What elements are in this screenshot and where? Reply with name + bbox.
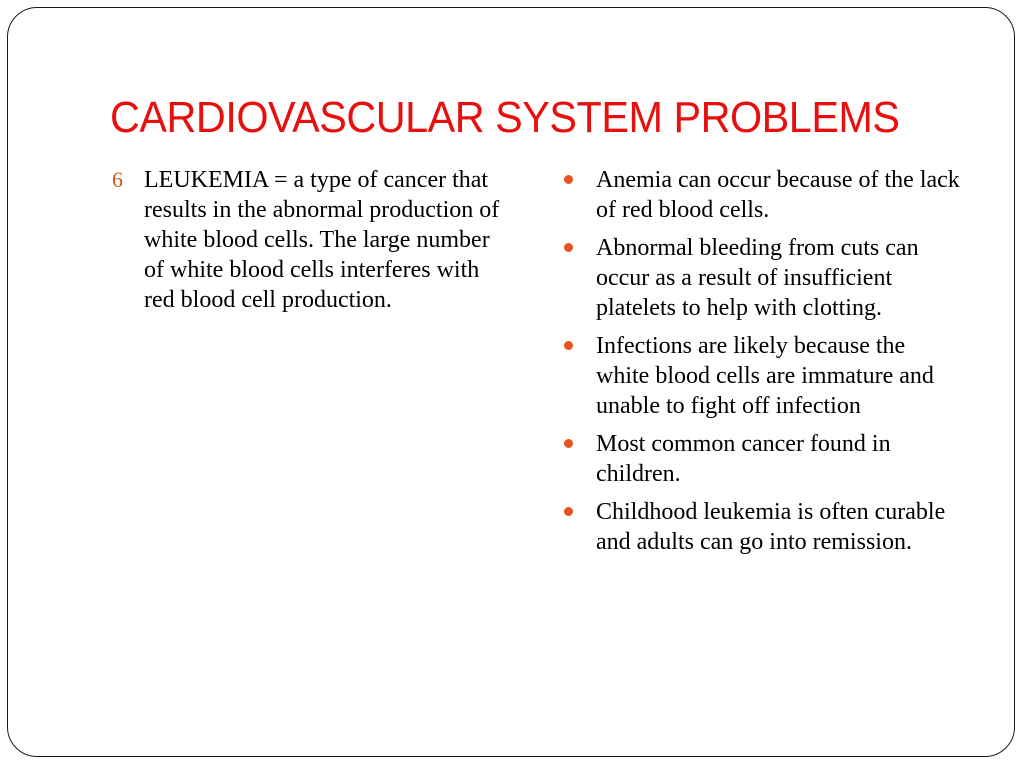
- slide-title: CARDIOVASCULAR SYSTEM PROBLEMS: [110, 93, 900, 142]
- bullet-text: Infections are likely because the white blood cells are immature and unable to fight off infection: [596, 333, 934, 419]
- bullet-dot-icon: [564, 439, 573, 448]
- right-content-column: [564, 165, 964, 565]
- bullet-item-bleeding: [564, 233, 964, 323]
- bullet-dot-icon: [564, 341, 573, 350]
- list-number-marker: 6: [112, 167, 123, 192]
- bullet-item-children: [564, 429, 964, 489]
- left-content-column: [112, 165, 512, 323]
- bullet-text: Abnormal bleeding from cuts can occur as a result of insufficient platelets to help with clotting.: [596, 235, 919, 321]
- bullet-dot-icon: [564, 175, 573, 184]
- bullet-text: Anemia can occur because of the lack of red blood cells.: [596, 167, 960, 223]
- bullet-text: Most common cancer found in children.: [596, 431, 891, 487]
- bullet-item-infections: [564, 331, 964, 421]
- list-item-leukemia: [112, 165, 512, 315]
- bullet-text: Childhood leukemia is often curable and adults can go into remission.: [596, 499, 946, 555]
- bullet-dot-icon: [564, 243, 573, 252]
- bullet-item-anemia: [564, 165, 964, 225]
- leukemia-definition-text: LEUKEMIA = a type of cancer that results in the abnormal production of white blood cells. The large number of white blood cells interferes with red blood cell production.: [144, 167, 500, 313]
- bullet-item-remission: [564, 497, 964, 557]
- bullet-dot-icon: [564, 507, 573, 516]
